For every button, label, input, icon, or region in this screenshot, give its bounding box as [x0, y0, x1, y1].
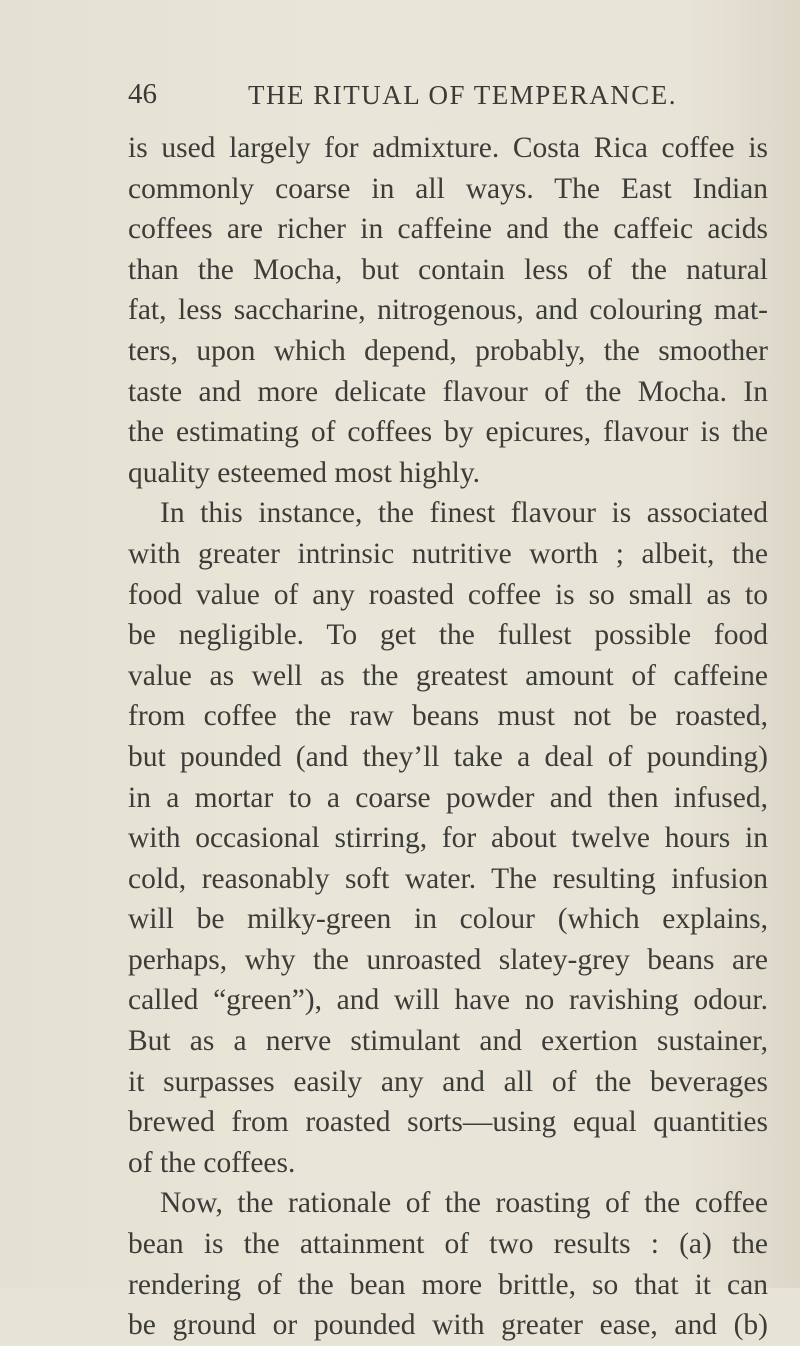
text-line: taste and more delicate flavour of the Mocha. In — [128, 375, 768, 408]
text-line: in a mortar to a coarse powder and then infused, — [128, 781, 768, 814]
text-line: called “green”), and will have no ravishing odour. — [128, 984, 768, 1017]
page-header — [128, 78, 768, 118]
text-line: commonly coarse in all ways. The East Indian — [128, 172, 768, 205]
text-line: fat, less saccharine, nitrogenous, and colouring mat- — [128, 294, 768, 327]
text-line: food value of any roasted coffee is so small as to — [128, 578, 768, 611]
running-title: THE RITUAL OF TEMPERANCE. — [248, 80, 677, 110]
text-line: quality esteemed most highly. — [128, 456, 481, 489]
text-line: coffees are richer in caffeine and the caffeic acids — [128, 213, 768, 246]
text-line: of the coffees. — [128, 1146, 296, 1179]
text-line: than the Mocha, but contain less of the natural — [128, 253, 768, 286]
text-line: Now, the rationale of the roasting of the coffee — [160, 1187, 768, 1220]
text-line: value as well as the greatest amount of caffeine — [128, 659, 768, 692]
body-text — [128, 128, 768, 1346]
page-number: 46 — [128, 78, 157, 110]
text-line: bean is the attainment of two results : (a) the — [128, 1228, 768, 1261]
text-line: but pounded (and they’ll take a deal of pounding) — [128, 740, 768, 773]
text-line: be ground or pounded with greater ease, and (b) — [128, 1309, 768, 1342]
text-line: will be milky-green in colour (which explains, — [128, 903, 768, 936]
text-line: from coffee the raw beans must not be roasted, — [128, 700, 768, 733]
text-line: is used largely for admixture. Costa Rica coffee is — [128, 132, 768, 164]
text-line: cold, reasonably soft water. The resulting infusion — [128, 862, 768, 895]
text-line: the estimating of coffees by epicures, flavour is the — [128, 416, 768, 449]
text-line: brewed from roasted sorts—using equal quantities — [128, 1106, 768, 1139]
text-line: perhaps, why the unroasted slatey-grey beans are — [128, 943, 768, 976]
text-line: it surpasses easily any and all of the beverages — [128, 1065, 768, 1098]
text-line: In this instance, the finest flavour is associated — [160, 497, 768, 530]
text-line: with greater intrinsic nutritive worth ; albeit, the — [128, 537, 768, 570]
text-line: ters, upon which depend, probably, the smoother — [128, 334, 768, 367]
text-line: with occasional stirring, for about twelve hours in — [128, 822, 768, 855]
text-line: But as a nerve stimulant and exertion sustainer, — [128, 1025, 768, 1058]
text-line: be negligible. To get the fullest possible food — [128, 619, 768, 652]
text-line: rendering of the bean more brittle, so that it can — [128, 1268, 768, 1301]
